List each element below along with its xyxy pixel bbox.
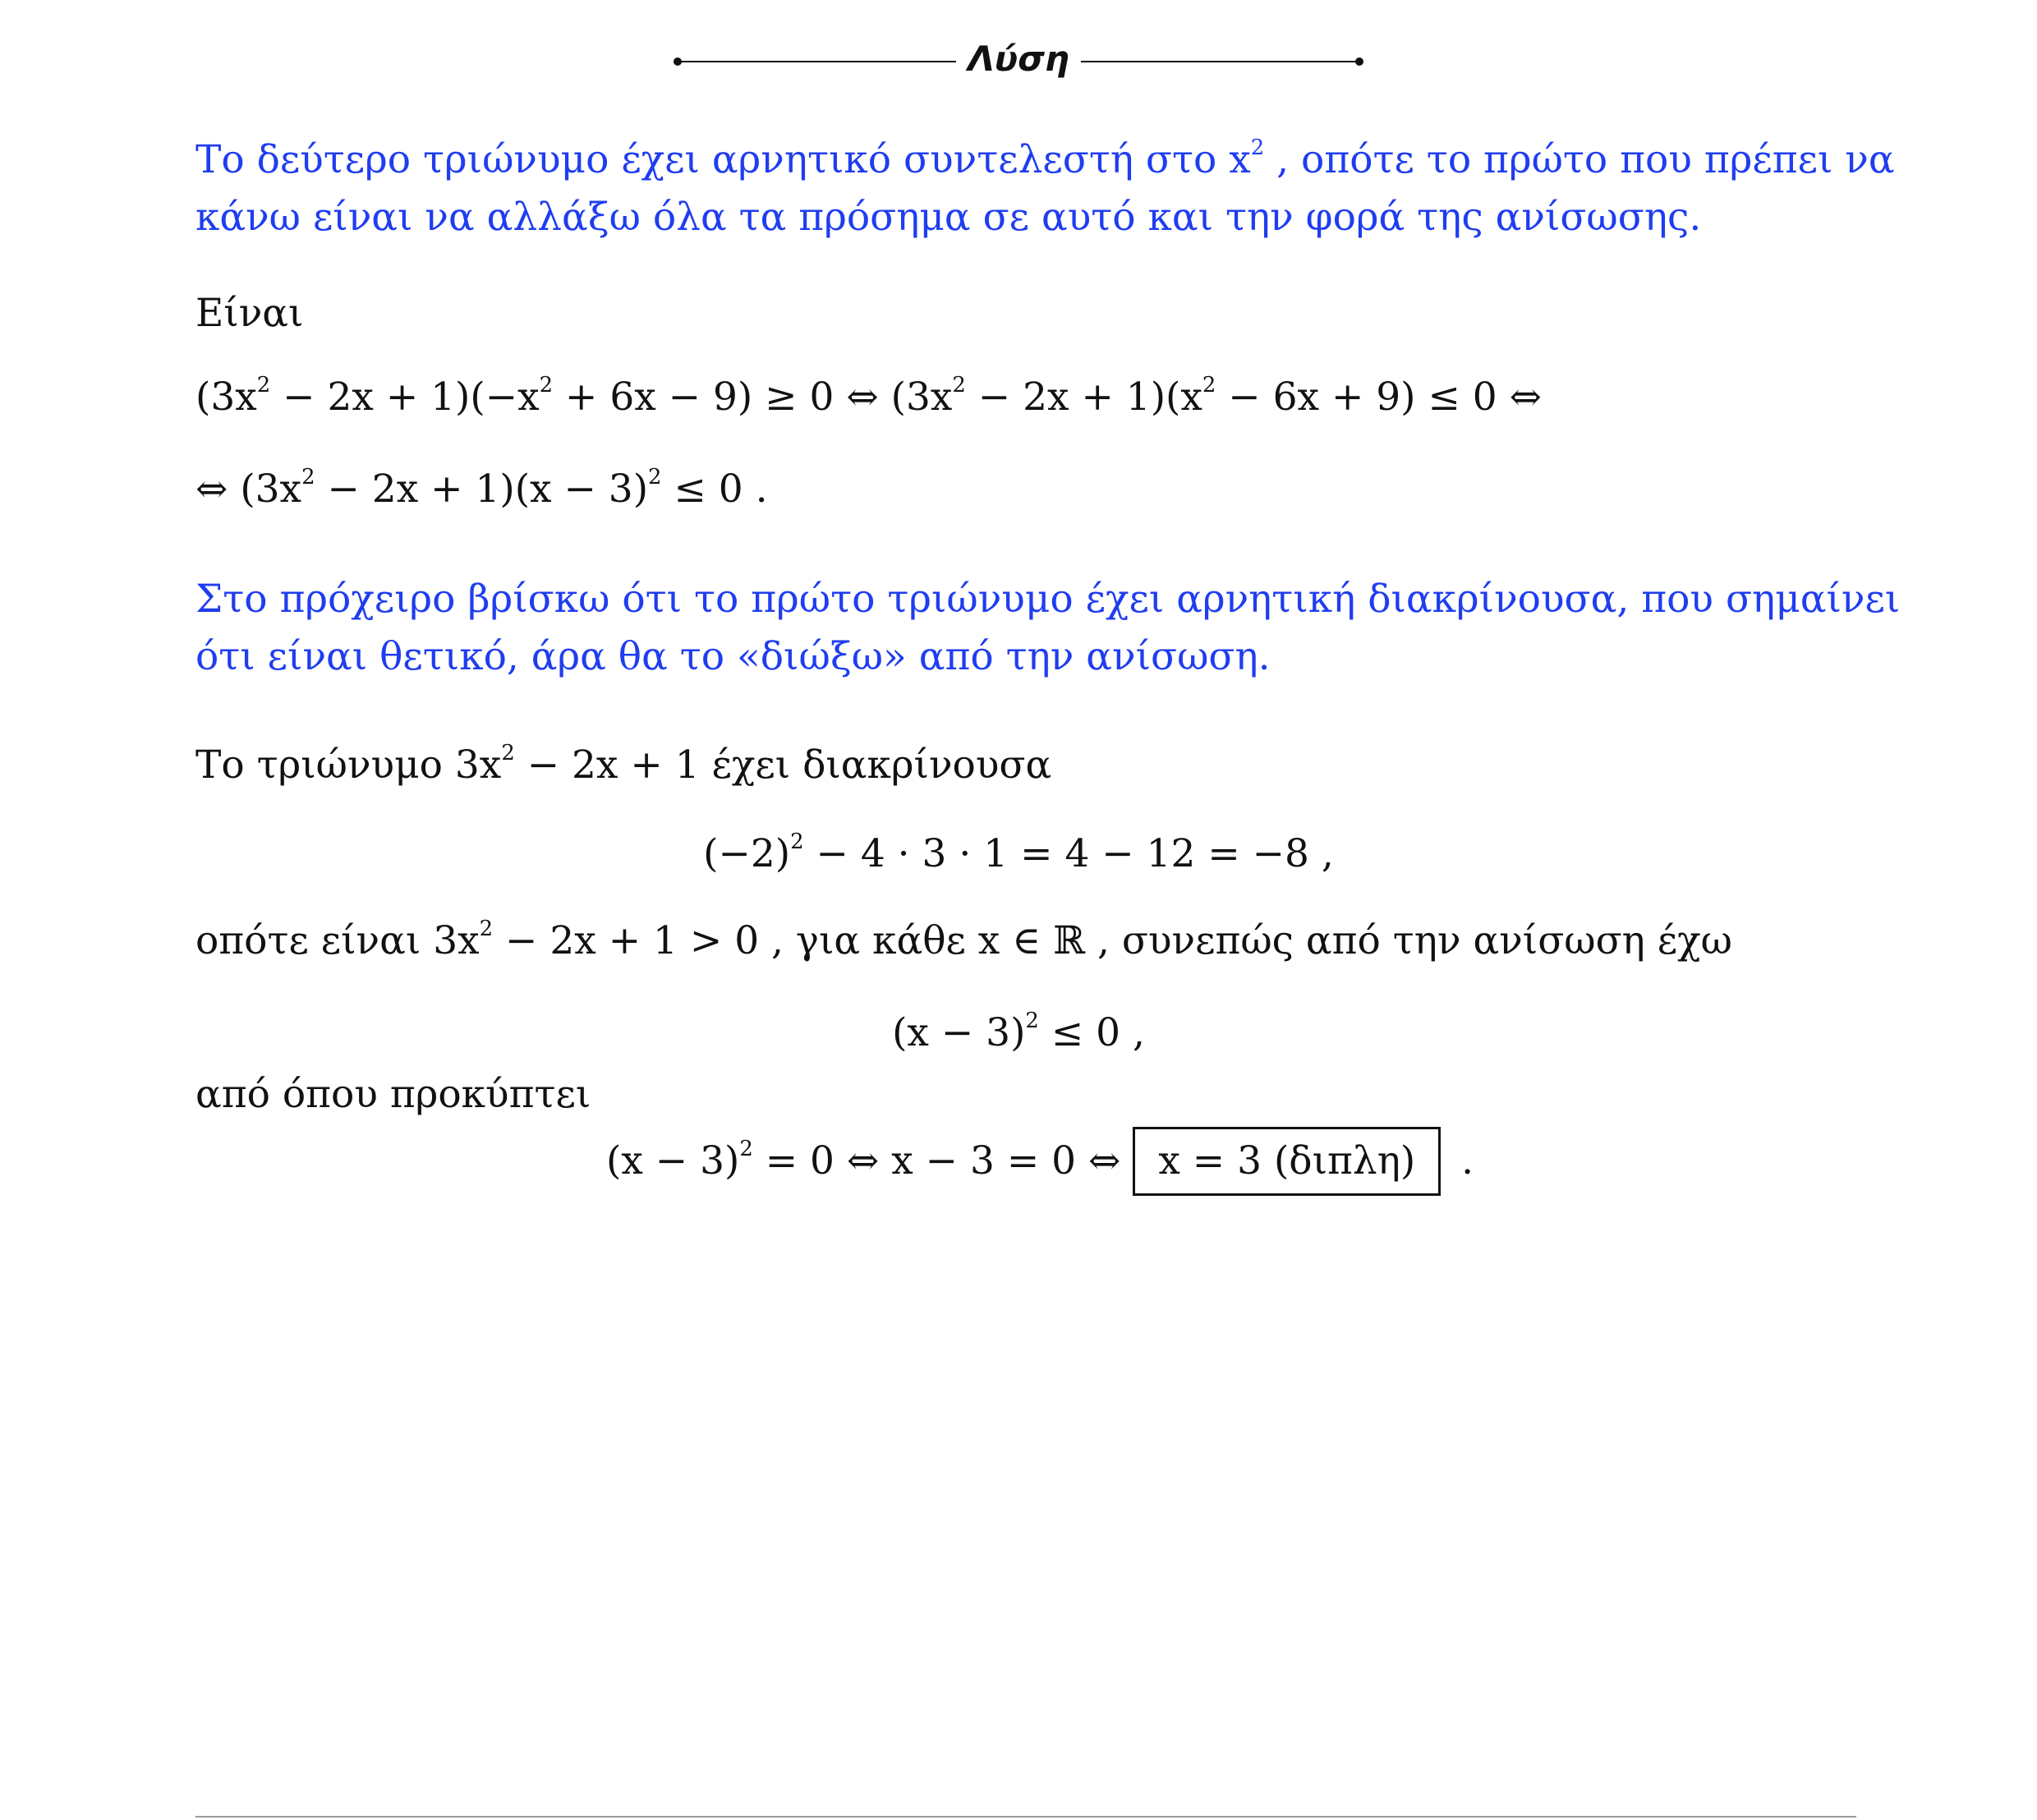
eq1-exp-1: 2 xyxy=(256,373,271,398)
note1-exponent: 2 xyxy=(1250,136,1265,161)
eq2-exp-2: 2 xyxy=(648,465,662,490)
trinomial-exp: 2 xyxy=(501,741,515,766)
eq1-exp-2: 2 xyxy=(539,373,554,398)
trinomial-part-a: Το τριώνυμο 3x xyxy=(195,742,502,788)
eq1-exp-4: 2 xyxy=(1202,373,1216,398)
boxed-answer: x = 3 (διπλη) xyxy=(1133,1127,1441,1196)
therefore-line xyxy=(195,917,1732,966)
discriminant-equation xyxy=(0,830,2037,879)
equation-2 xyxy=(195,465,768,514)
therefore-exp: 2 xyxy=(479,917,494,942)
eq1-part-e: − 6x + 9) ≤ 0 ⇔ xyxy=(1216,375,1542,420)
final-period: . xyxy=(1461,1138,1474,1183)
footer-rule xyxy=(195,1816,1856,1818)
solution-title: Λύση xyxy=(968,39,1069,79)
therefore-part-a: οπότε είναι 3x xyxy=(195,918,480,963)
final-part-a: (x − 3) xyxy=(606,1138,740,1183)
header-right-rule xyxy=(1081,61,1360,62)
eq1-part-d: − 2x + 1)(x xyxy=(965,375,1202,420)
header-right-dot xyxy=(1355,57,1363,66)
eq1-part-c: + 6x − 9) ≥ 0 ⇔ (3x xyxy=(553,375,953,420)
discriminant-part-a: (−2) xyxy=(703,831,791,876)
ineq-exp: 2 xyxy=(1025,1009,1039,1034)
note1-variable: x xyxy=(1229,137,1251,182)
solution-header xyxy=(674,34,1363,84)
eq2-exp-1: 2 xyxy=(301,465,315,490)
trinomial-part-b: − 2x + 1 έχει διακρίνουσα xyxy=(514,742,1052,788)
eq2-part-a: ⇔ (3x xyxy=(195,466,302,512)
eq2-part-b: − 2x + 1)(x − 3) xyxy=(315,466,649,512)
eq1-exp-3: 2 xyxy=(952,373,966,398)
note1-line1 xyxy=(195,136,1895,185)
therefore-part-b: − 2x + 1 > 0 , για κάθε x ∈ ℝ , συνεπώς από την ανίσωση έχω xyxy=(493,918,1732,963)
final-result xyxy=(606,1127,1474,1196)
final-exp: 2 xyxy=(739,1137,753,1162)
note1-text-after: , οπότε το πρώτο που πρέπει να xyxy=(1264,137,1895,182)
final-part-b: = 0 ⇔ x − 3 = 0 ⇔ xyxy=(752,1138,1121,1183)
eq1-part-a: (3x xyxy=(195,375,257,420)
note2-line1: Στο πρόχειρο βρίσκω ότι το πρώτο τριώνυμο έχει αρνητική διακρίνουσα, που σημαίνει xyxy=(195,577,1901,622)
eq1-part-b: − 2x + 1)(−x xyxy=(270,375,540,420)
note2-line2: ότι είναι θετικό, άρα θα το «διώξω» από την ανίσωση. xyxy=(195,634,1271,679)
ineq-part-a: (x − 3) xyxy=(892,1010,1026,1055)
discriminant-exp: 2 xyxy=(790,830,804,855)
trinomial-line xyxy=(195,741,1051,790)
note1-line2: κάνω είναι να αλλάξω όλα τα πρόσημα σε αυτό και την φορά της ανίσωσης. xyxy=(195,195,1702,240)
ineq-part-b: ≤ 0 , xyxy=(1038,1010,1145,1055)
reduced-inequality xyxy=(0,1009,2037,1058)
from-which-text: από όπου προκύπτει xyxy=(195,1072,591,1117)
equation-1 xyxy=(195,373,1542,422)
note1-text-before: Το δεύτερο τριώνυμο έχει αρνητικό συντελεστή στο xyxy=(195,137,1230,182)
eq2-part-c: ≤ 0 . xyxy=(661,466,768,512)
paragraph-einai: Είναι xyxy=(195,291,304,336)
discriminant-part-b: − 4 · 3 · 1 = 4 − 12 = −8 , xyxy=(803,831,1334,876)
